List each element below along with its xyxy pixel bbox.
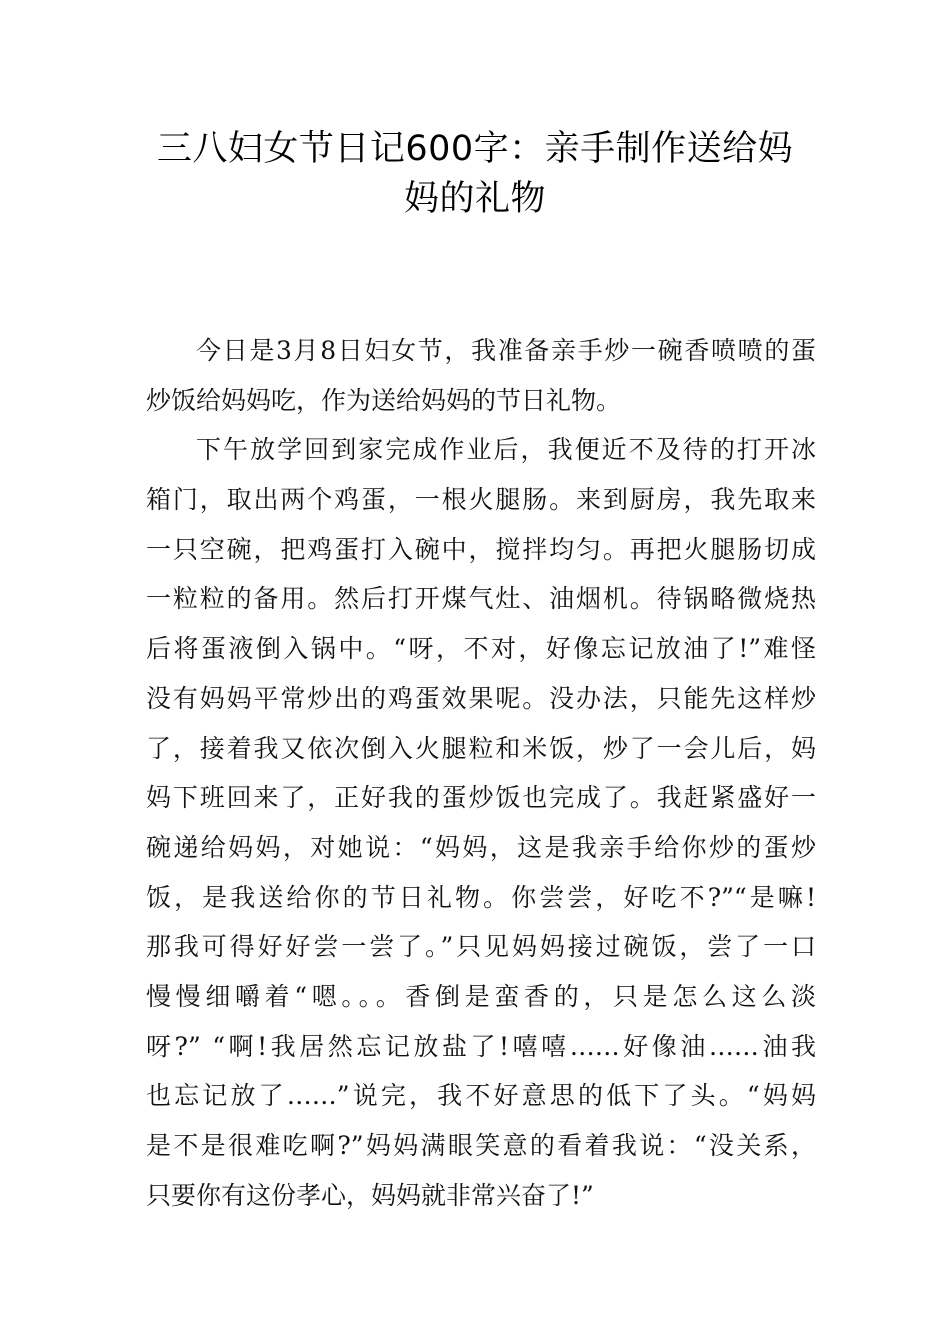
paragraph-line: 妈下班回来了，正好我的蛋炒饭也完成了。我赶紧盛好一: [146, 783, 816, 813]
paragraph-line: 饭，是我送给你的节日礼物。你尝尝，好吃不?”“是嘛!: [146, 882, 816, 912]
paragraph-line: 炒饭给妈妈吃，作为送给妈妈的节日礼物。: [146, 385, 622, 415]
paragraph-line: 也忘记放了……”说完，我不好意思的低下了头。“妈妈: [146, 1081, 816, 1111]
paragraph: [146, 425, 816, 1220]
paragraph-line: 今日是3月8日妇女节，我准备亲手炒一碗香喷喷的蛋: [196, 336, 816, 365]
paragraph-line: 了，接着我又依次倒入火腿粒和米饭，炒了一会儿后，妈: [146, 733, 816, 763]
paragraph-line: 只要你有这份孝心，妈妈就非常兴奋了!”: [146, 1180, 594, 1210]
paragraph-line: 那我可得好好尝一尝了。”只见妈妈接过碗饭，尝了一口: [146, 932, 816, 962]
document-title: [130, 124, 820, 224]
paragraph-line: 下午放学回到家完成作业后，我便近不及待的打开冰: [196, 435, 816, 465]
paragraph-line: 一只空碗，把鸡蛋打入碗中，搅拌均匀。再把火腿肠切成: [146, 534, 816, 564]
paragraph-line: 没有妈妈平常炒出的鸡蛋效果呢。没办法，只能先这样炒: [146, 683, 816, 713]
paragraph-line: 碗递给妈妈，对她说：“妈妈，这是我亲手给你炒的蛋炒: [146, 832, 816, 862]
paragraph: [146, 326, 816, 425]
document-body: [146, 326, 816, 1220]
paragraph-line: 箱门，取出两个鸡蛋，一根火腿肠。来到厨房，我先取来: [146, 485, 816, 515]
title-line: 妈的礼物: [403, 179, 546, 219]
paragraph-line: 慢慢细嚼着“嗯。。。香倒是蛮香的，只是怎么这么淡: [146, 981, 816, 1011]
title-line: 三八妇女节日记600字：亲手制作送给妈: [156, 129, 794, 169]
paragraph-line: 呀?” “啊!我居然忘记放盐了!嘻嘻……好像油……油我: [146, 1031, 816, 1061]
paragraph-line: 是不是很难吃啊?”妈妈满眼笑意的看着我说：“没关系，: [146, 1131, 816, 1160]
paragraph-line: 一粒粒的备用。然后打开煤气灶、油烟机。待锅略微烧热: [146, 584, 816, 614]
paragraph-line: 后将蛋液倒入锅中。“呀，不对，好像忘记放油了!”难怪: [146, 634, 816, 664]
